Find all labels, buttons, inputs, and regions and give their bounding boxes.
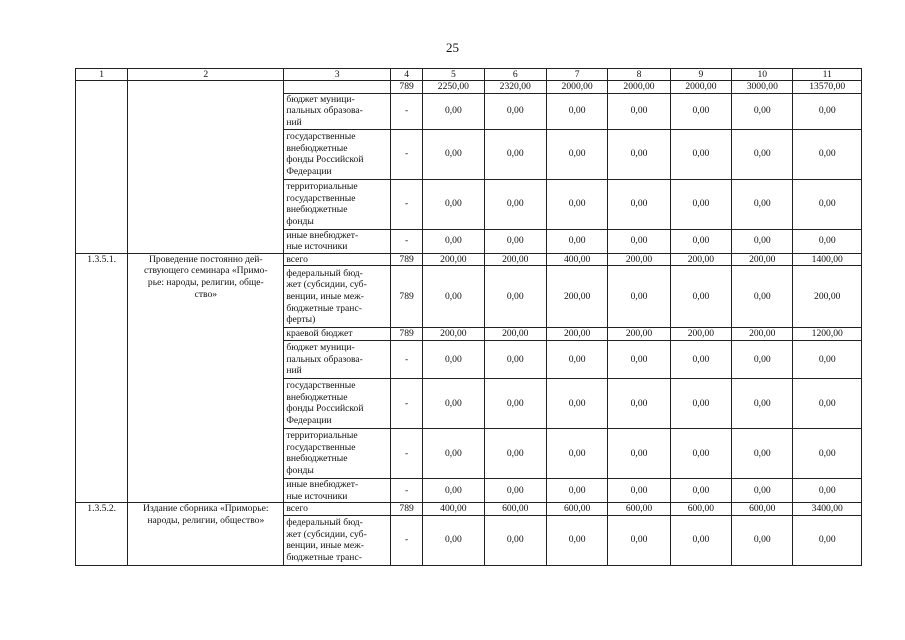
value-cell: 200,00 (670, 328, 731, 341)
page-number: 25 (446, 40, 459, 55)
value-cell: 0,00 (793, 129, 862, 179)
value-cell: 0,00 (546, 93, 607, 129)
header-cell: 9 (670, 69, 731, 81)
header-cell: 3 (284, 69, 391, 81)
value-cell: 0,00 (423, 93, 484, 129)
value-cell: 2000,00 (546, 81, 607, 94)
value-cell: 0,00 (484, 478, 546, 502)
code-cell: 789 (390, 81, 422, 94)
value-cell: 200,00 (484, 328, 546, 341)
value-cell: 0,00 (484, 378, 546, 428)
value-cell: 0,00 (732, 93, 793, 129)
value-cell: 0,00 (670, 428, 731, 478)
value-cell: 2000,00 (608, 81, 670, 94)
value-cell: 200,00 (732, 253, 793, 266)
value-cell: 0,00 (793, 478, 862, 502)
value-cell: 0,00 (608, 93, 670, 129)
code-cell: - (390, 428, 422, 478)
source-cell: федеральный бюд- жет (субсидии, суб- венции, иные меж- бюджетные транс- ферты) (284, 266, 391, 328)
value-cell: 600,00 (670, 503, 731, 516)
table-row (76, 253, 862, 266)
value-cell: 400,00 (546, 253, 607, 266)
value-cell: 0,00 (608, 179, 670, 229)
value-cell: 200,00 (608, 253, 670, 266)
code-cell: - (390, 93, 422, 129)
header-cell: 11 (793, 69, 862, 81)
item-code-cell: 1.3.5.1. (76, 253, 128, 502)
value-cell: 600,00 (608, 503, 670, 516)
value-cell: 13570,00 (793, 81, 862, 94)
value-cell: 200,00 (423, 253, 484, 266)
value-cell: 0,00 (670, 340, 731, 378)
code-cell: 789 (390, 503, 422, 516)
code-cell: 789 (390, 328, 422, 341)
value-cell: 2320,00 (484, 81, 546, 94)
value-cell: 3400,00 (793, 503, 862, 516)
source-cell (284, 81, 391, 94)
value-cell: 600,00 (546, 503, 607, 516)
value-cell: 0,00 (793, 179, 862, 229)
value-cell: 0,00 (608, 515, 670, 565)
value-cell: 0,00 (608, 266, 670, 328)
value-cell: 0,00 (732, 340, 793, 378)
table-row (76, 503, 862, 516)
value-cell: 0,00 (793, 229, 862, 253)
value-cell: 400,00 (423, 503, 484, 516)
value-cell: 0,00 (484, 129, 546, 179)
source-cell: бюджет муници- пальных образова- ний (284, 93, 391, 129)
value-cell: 200,00 (608, 328, 670, 341)
value-cell: 0,00 (423, 340, 484, 378)
value-cell: 200,00 (423, 328, 484, 341)
value-cell: 0,00 (793, 378, 862, 428)
value-cell: 0,00 (732, 179, 793, 229)
header-cell: 2 (128, 69, 284, 81)
code-cell: - (390, 515, 422, 565)
value-cell: 0,00 (423, 478, 484, 502)
value-cell: 0,00 (423, 229, 484, 253)
value-cell: 600,00 (484, 503, 546, 516)
value-cell: 0,00 (670, 229, 731, 253)
header-cell: 7 (546, 69, 607, 81)
budget-table (75, 68, 862, 566)
code-cell: - (390, 179, 422, 229)
value-cell: 0,00 (732, 229, 793, 253)
value-cell: 0,00 (670, 93, 731, 129)
value-cell: 0,00 (608, 129, 670, 179)
value-cell: 200,00 (670, 253, 731, 266)
item-name-cell (128, 81, 284, 254)
value-cell: 0,00 (732, 478, 793, 502)
value-cell: 200,00 (484, 253, 546, 266)
value-cell: 0,00 (732, 378, 793, 428)
code-cell: - (390, 340, 422, 378)
value-cell: 0,00 (484, 179, 546, 229)
code-cell: - (390, 129, 422, 179)
value-cell: 0,00 (484, 229, 546, 253)
value-cell: 0,00 (793, 428, 862, 478)
item-name-cell: Издание сборника «Приморье: народы, религии, общество» (128, 503, 284, 566)
value-cell: 0,00 (608, 378, 670, 428)
header-cell: 10 (732, 69, 793, 81)
value-cell: 200,00 (793, 266, 862, 328)
value-cell: 0,00 (546, 229, 607, 253)
value-cell: 0,00 (670, 378, 731, 428)
header-row (76, 69, 862, 81)
header-cell: 8 (608, 69, 670, 81)
source-cell: бюджет муници- пальных образова- ний (284, 340, 391, 378)
source-cell: федеральный бюд- жет (субсидии, суб- венции, иные меж- бюджетные транс- (284, 515, 391, 565)
value-cell: 200,00 (546, 328, 607, 341)
item-code-cell (76, 81, 128, 254)
value-cell: 0,00 (546, 428, 607, 478)
item-name-cell: Проведение постоянно дей- ствующего семинара «Примо- рье: народы, религии, обще- ство» (128, 253, 284, 502)
code-cell: - (390, 378, 422, 428)
value-cell: 0,00 (546, 378, 607, 428)
value-cell: 0,00 (608, 428, 670, 478)
value-cell: 0,00 (793, 93, 862, 129)
value-cell: 0,00 (423, 515, 484, 565)
table-row (76, 81, 862, 94)
source-cell: государственные внебюджетные фонды Российской Федерации (284, 129, 391, 179)
source-cell: территориальные государственные внебюджетные фонды (284, 179, 391, 229)
value-cell: 0,00 (670, 129, 731, 179)
value-cell: 0,00 (732, 266, 793, 328)
value-cell: 1200,00 (793, 328, 862, 341)
value-cell: 600,00 (732, 503, 793, 516)
value-cell: 0,00 (546, 340, 607, 378)
value-cell: 0,00 (423, 266, 484, 328)
value-cell: 200,00 (546, 266, 607, 328)
value-cell: 0,00 (670, 478, 731, 502)
value-cell: 0,00 (484, 340, 546, 378)
value-cell: 1400,00 (793, 253, 862, 266)
table-body (76, 69, 862, 566)
item-code-cell: 1.3.5.2. (76, 503, 128, 566)
value-cell: 0,00 (546, 515, 607, 565)
value-cell: 0,00 (608, 229, 670, 253)
value-cell: 0,00 (423, 179, 484, 229)
source-cell: государственные внебюджетные фонды Российской Федерации (284, 378, 391, 428)
value-cell: 0,00 (608, 340, 670, 378)
value-cell: 0,00 (670, 266, 731, 328)
header-cell: 1 (76, 69, 128, 81)
value-cell: 0,00 (793, 515, 862, 565)
header-cell: 4 (390, 69, 422, 81)
header-cell: 5 (423, 69, 484, 81)
value-cell: 0,00 (732, 129, 793, 179)
value-cell: 0,00 (546, 179, 607, 229)
value-cell: 0,00 (546, 129, 607, 179)
value-cell: 2250,00 (423, 81, 484, 94)
value-cell: 0,00 (484, 93, 546, 129)
source-cell: всего (284, 503, 391, 516)
code-cell: - (390, 229, 422, 253)
source-cell: краевой бюджет (284, 328, 391, 341)
value-cell: 0,00 (670, 179, 731, 229)
code-cell: 789 (390, 253, 422, 266)
value-cell: 0,00 (732, 428, 793, 478)
value-cell: 0,00 (423, 129, 484, 179)
value-cell: 0,00 (608, 478, 670, 502)
source-cell: всего (284, 253, 391, 266)
value-cell: 0,00 (546, 478, 607, 502)
value-cell: 0,00 (732, 515, 793, 565)
source-cell: территориальные государственные внебюджетные фонды (284, 428, 391, 478)
header-cell: 6 (484, 69, 546, 81)
value-cell: 2000,00 (670, 81, 731, 94)
source-cell: иные внебюджет- ные источники (284, 229, 391, 253)
code-cell: - (390, 478, 422, 502)
value-cell: 0,00 (423, 378, 484, 428)
source-cell: иные внебюджет- ные источники (284, 478, 391, 502)
value-cell: 0,00 (484, 515, 546, 565)
value-cell: 0,00 (484, 266, 546, 328)
value-cell: 0,00 (670, 515, 731, 565)
code-cell: 789 (390, 266, 422, 328)
value-cell: 0,00 (423, 428, 484, 478)
value-cell: 0,00 (793, 340, 862, 378)
value-cell: 200,00 (732, 328, 793, 341)
value-cell: 3000,00 (732, 81, 793, 94)
value-cell: 0,00 (484, 428, 546, 478)
